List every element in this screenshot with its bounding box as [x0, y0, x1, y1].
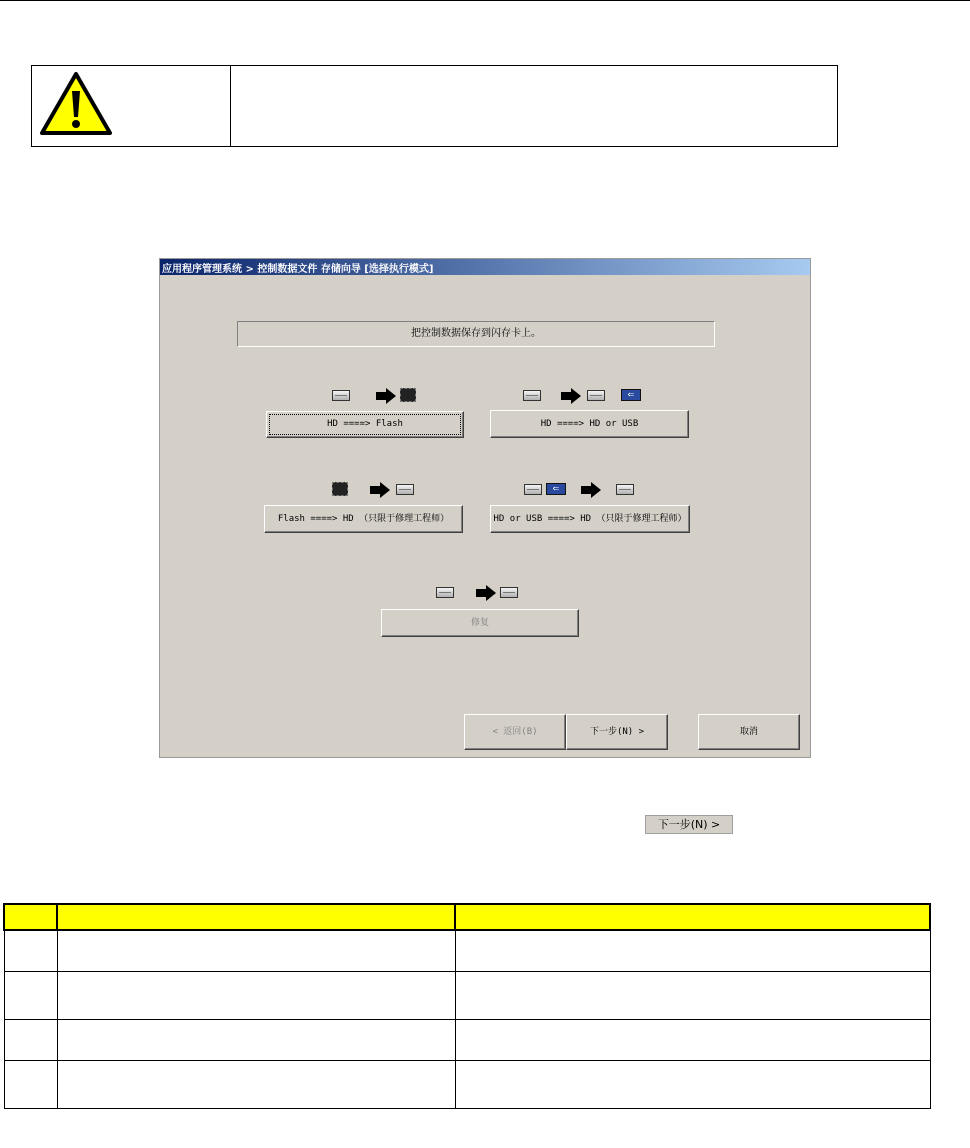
table-header-cell — [4, 904, 57, 930]
hard-disk-icon — [436, 587, 454, 598]
repair-icons — [436, 584, 526, 602]
row-number — [4, 972, 57, 1020]
flash-chip-icon — [400, 388, 416, 402]
next-button[interactable]: 下一步(N) > — [566, 714, 668, 750]
hard-disk-icon — [587, 390, 605, 401]
dialog-title: 应用程序管理系统 > 控制数据文件 存储向导 [选择执行模式] — [162, 264, 434, 275]
table-header-row — [4, 904, 930, 930]
hard-disk-icon — [523, 390, 541, 401]
table-cell — [455, 930, 930, 972]
row-number — [4, 930, 57, 972]
table-cell — [57, 930, 455, 972]
row-number — [4, 1061, 57, 1109]
hd-to-flash-button[interactable]: HD ====> Flash — [266, 411, 464, 438]
repair-button[interactable]: 修复 — [381, 609, 579, 637]
table-cell — [455, 972, 930, 1020]
cancel-button[interactable]: 取消 — [698, 714, 800, 750]
arrow-right-icon — [591, 482, 601, 498]
hd-to-hd-usb-icons — [523, 387, 653, 405]
wizard-screenshot — [159, 258, 811, 758]
table-row — [4, 1061, 930, 1109]
steps-table — [3, 903, 931, 1109]
usb-icon: ⇐ — [621, 389, 641, 401]
hd-to-hd-usb-button[interactable]: HD ====> HD or USB — [490, 410, 689, 438]
table-cell — [57, 1020, 455, 1061]
hd-to-flash-icons — [332, 387, 422, 405]
flash-to-hd-button[interactable]: Flash ====> HD （只限于修理工程师） — [264, 505, 463, 533]
arrow-right-icon — [571, 388, 581, 404]
hdusb-to-hd-icons — [524, 481, 654, 499]
flash-to-hd-icons — [332, 481, 432, 499]
table-header-cell — [455, 904, 930, 930]
warning-box — [31, 65, 838, 147]
arrow-right-icon — [386, 388, 396, 404]
table-row — [4, 930, 930, 972]
hard-disk-icon — [616, 484, 634, 495]
warning-icon — [39, 71, 113, 137]
table-row — [4, 1020, 930, 1061]
arrow-right-icon — [486, 585, 496, 601]
table-header-cell — [57, 904, 455, 930]
table-cell — [57, 1061, 455, 1109]
hard-disk-icon — [332, 390, 350, 401]
inline-next-button-image: 下一步(N) > — [645, 815, 733, 834]
hard-disk-icon — [524, 484, 542, 495]
top-rule — [0, 0, 970, 1]
hdusb-to-hd-button[interactable]: HD or USB ====> HD （只限于修理工程师） — [490, 505, 690, 533]
table-cell — [57, 972, 455, 1020]
dialog-titlebar — [160, 259, 810, 275]
row-number — [4, 1020, 57, 1061]
table-row — [4, 972, 930, 1020]
table-cell — [455, 1061, 930, 1109]
back-button[interactable]: < 返回(B) — [464, 714, 566, 750]
arrow-right-icon — [380, 482, 390, 498]
warning-icon-cell — [32, 66, 231, 146]
hard-disk-icon — [500, 587, 518, 598]
flash-chip-icon — [332, 482, 348, 496]
hard-disk-icon — [396, 484, 414, 495]
usb-icon: ⇐ — [546, 483, 566, 495]
message-field: 把控制数据保存到闪存卡上。 — [237, 321, 715, 347]
table-cell — [455, 1020, 930, 1061]
